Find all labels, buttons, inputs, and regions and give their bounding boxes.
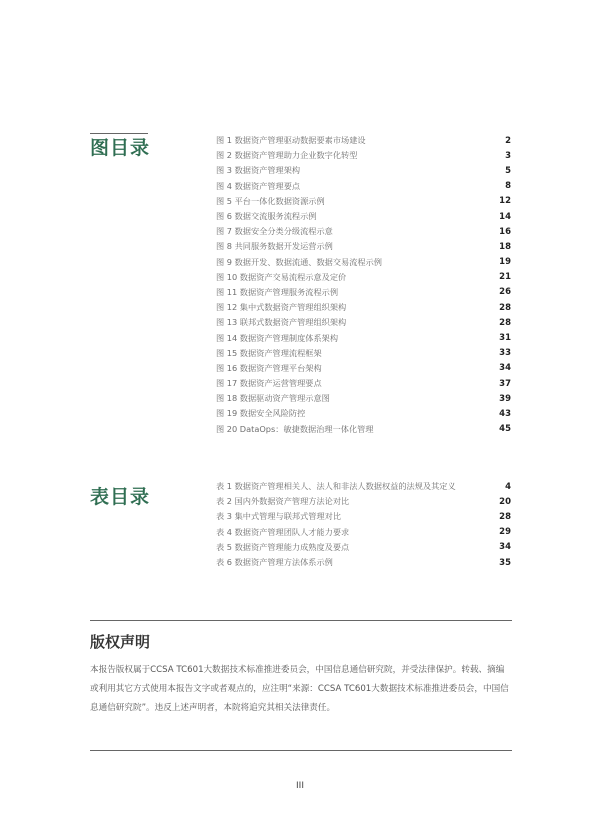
figure-entry-label: 图 11 数据资产管理服务流程示例 bbox=[216, 286, 339, 297]
table-entry-label: 表 3 集中式管理与联邦式管理对比 bbox=[216, 511, 342, 522]
figures-title-rule bbox=[90, 133, 148, 134]
table-entry-page: 29 bbox=[499, 527, 511, 538]
figure-entry-label: 图 2 数据资产管理助力企业数字化转型 bbox=[216, 150, 358, 161]
figure-entry-page: 14 bbox=[499, 211, 511, 222]
figure-entry[interactable] bbox=[216, 179, 511, 194]
figure-entry-page: 39 bbox=[499, 393, 511, 404]
figure-entry[interactable] bbox=[216, 270, 511, 285]
figure-entry-page: 43 bbox=[499, 408, 511, 419]
figure-entry-page: 33 bbox=[499, 348, 511, 359]
figure-entry-label: 图 9 数据开发、数据流通、数据交易流程示例 bbox=[216, 256, 382, 267]
figure-entry-label: 图 1 数据资产管理驱动数据要素市场建设 bbox=[216, 135, 366, 146]
copyright-title: 版权声明 bbox=[90, 633, 151, 651]
figure-entry-page: 5 bbox=[505, 165, 511, 176]
page-number: III bbox=[296, 781, 304, 791]
figure-entry-page: 3 bbox=[505, 150, 511, 161]
figure-entry-label: 图 14 数据资产管理制度体系架构 bbox=[216, 332, 339, 343]
figure-entry[interactable] bbox=[216, 209, 511, 224]
figure-entry-label: 图 17 数据资产运营管理要点 bbox=[216, 378, 322, 389]
copyright-top-divider bbox=[90, 620, 512, 621]
figure-entry[interactable] bbox=[216, 255, 511, 270]
figure-entry-page: 37 bbox=[499, 378, 511, 389]
table-entry-label: 表 2 国内外数据资产管理方法论对比 bbox=[216, 496, 350, 507]
figure-entry[interactable] bbox=[216, 391, 511, 406]
table-entry-page: 28 bbox=[499, 511, 511, 522]
figure-entry-page: 26 bbox=[499, 287, 511, 298]
figure-entry[interactable] bbox=[216, 300, 511, 315]
figure-entry[interactable] bbox=[216, 422, 511, 437]
figure-entry-page: 21 bbox=[499, 272, 511, 283]
figure-entry-page: 45 bbox=[499, 424, 511, 435]
figure-entry-label: 图 10 数据资产交易流程示意及定价 bbox=[216, 271, 347, 282]
figure-entry-label: 图 7 数据安全分类分级流程示意 bbox=[216, 226, 333, 237]
figure-entry[interactable] bbox=[216, 315, 511, 330]
tables-list bbox=[216, 479, 511, 570]
copyright-bottom-divider bbox=[90, 750, 512, 751]
table-entry[interactable] bbox=[216, 540, 511, 555]
figure-entry[interactable] bbox=[216, 330, 511, 345]
figure-entry-label: 图 13 联邦式数据资产管理组织架构 bbox=[216, 317, 347, 328]
table-entry-page: 35 bbox=[499, 557, 511, 568]
table-entry-page: 4 bbox=[505, 481, 511, 492]
figure-entry-label: 图 8 共同服务数据开发运营示例 bbox=[216, 241, 333, 252]
figure-entry[interactable] bbox=[216, 285, 511, 300]
table-entry-page: 34 bbox=[499, 542, 511, 553]
figure-entry[interactable] bbox=[216, 361, 511, 376]
figure-entry[interactable] bbox=[216, 346, 511, 361]
figure-entry-label: 图 20 DataOps：敏捷数据治理一体化管理 bbox=[216, 423, 374, 434]
figure-entry-label: 图 5 平台一体化数据资源示例 bbox=[216, 195, 325, 206]
figure-entry-label: 图 18 数据驱动资产管理示意图 bbox=[216, 393, 330, 404]
copyright-text: 本报告版权属于CCSA TC601大数据技术标准推进委员会，中国信息通信研究院，并受法律保护。转载、摘编或利用其它方式使用本报告文字或者观点的，应注明“来源：CCSA TC601大数据技术标准推进委员会，中国信息通信研究院”。违反上述声明者，本院将追究其相关法律责任。 bbox=[90, 665, 509, 713]
figure-entry[interactable] bbox=[216, 224, 511, 239]
figure-entry-label: 图 3 数据资产管理架构 bbox=[216, 165, 301, 176]
figure-entry-label: 图 16 数据资产管理平台架构 bbox=[216, 362, 322, 373]
table-entry-label: 表 4 数据资产管理团队人才能力要求 bbox=[216, 526, 350, 537]
figure-entry-page: 28 bbox=[499, 302, 511, 313]
tables-section-title: 表目录 bbox=[90, 486, 151, 508]
figure-entry-page: 16 bbox=[499, 226, 511, 237]
table-entry-label: 表 6 数据资产管理方法体系示例 bbox=[216, 557, 333, 568]
figure-entry-label: 图 15 数据资产管理流程框架 bbox=[216, 347, 322, 358]
figure-entry[interactable] bbox=[216, 406, 511, 421]
figure-entry-page: 2 bbox=[505, 135, 511, 146]
figure-entry[interactable] bbox=[216, 376, 511, 391]
figure-entry-label: 图 4 数据资产管理要点 bbox=[216, 180, 301, 191]
table-entry-label: 表 1 数据资产管理相关人、法人和非法人数据权益的法规及其定义 bbox=[216, 481, 456, 492]
figure-entry-label: 图 12 集中式数据资产管理组织架构 bbox=[216, 302, 347, 313]
figure-entry-label: 图 19 数据安全风险防控 bbox=[216, 408, 306, 419]
table-entry[interactable] bbox=[216, 555, 511, 570]
table-entry[interactable] bbox=[216, 494, 511, 509]
figure-entry-page: 12 bbox=[499, 196, 511, 207]
figure-entry-page: 28 bbox=[499, 317, 511, 328]
figure-entry[interactable] bbox=[216, 163, 511, 178]
figure-entry-label: 图 6 数据交流服务流程示例 bbox=[216, 211, 317, 222]
figure-entry-page: 34 bbox=[499, 363, 511, 374]
table-entry-label: 表 5 数据资产管理能力成熟度及要点 bbox=[216, 541, 350, 552]
figure-entry-page: 18 bbox=[499, 241, 511, 252]
figure-entry-page: 31 bbox=[499, 333, 511, 344]
table-entry[interactable] bbox=[216, 479, 511, 494]
table-entry[interactable] bbox=[216, 525, 511, 540]
figure-entry[interactable] bbox=[216, 194, 511, 209]
figure-entry-page: 8 bbox=[505, 181, 511, 192]
figure-entry[interactable] bbox=[216, 133, 511, 148]
figures-list bbox=[216, 133, 511, 437]
table-entry[interactable] bbox=[216, 509, 511, 524]
figure-entry[interactable] bbox=[216, 239, 511, 254]
table-entry-page: 20 bbox=[499, 496, 511, 507]
figures-section-title: 图目录 bbox=[90, 137, 151, 159]
figure-entry-page: 19 bbox=[499, 257, 511, 268]
figure-entry[interactable] bbox=[216, 148, 511, 163]
